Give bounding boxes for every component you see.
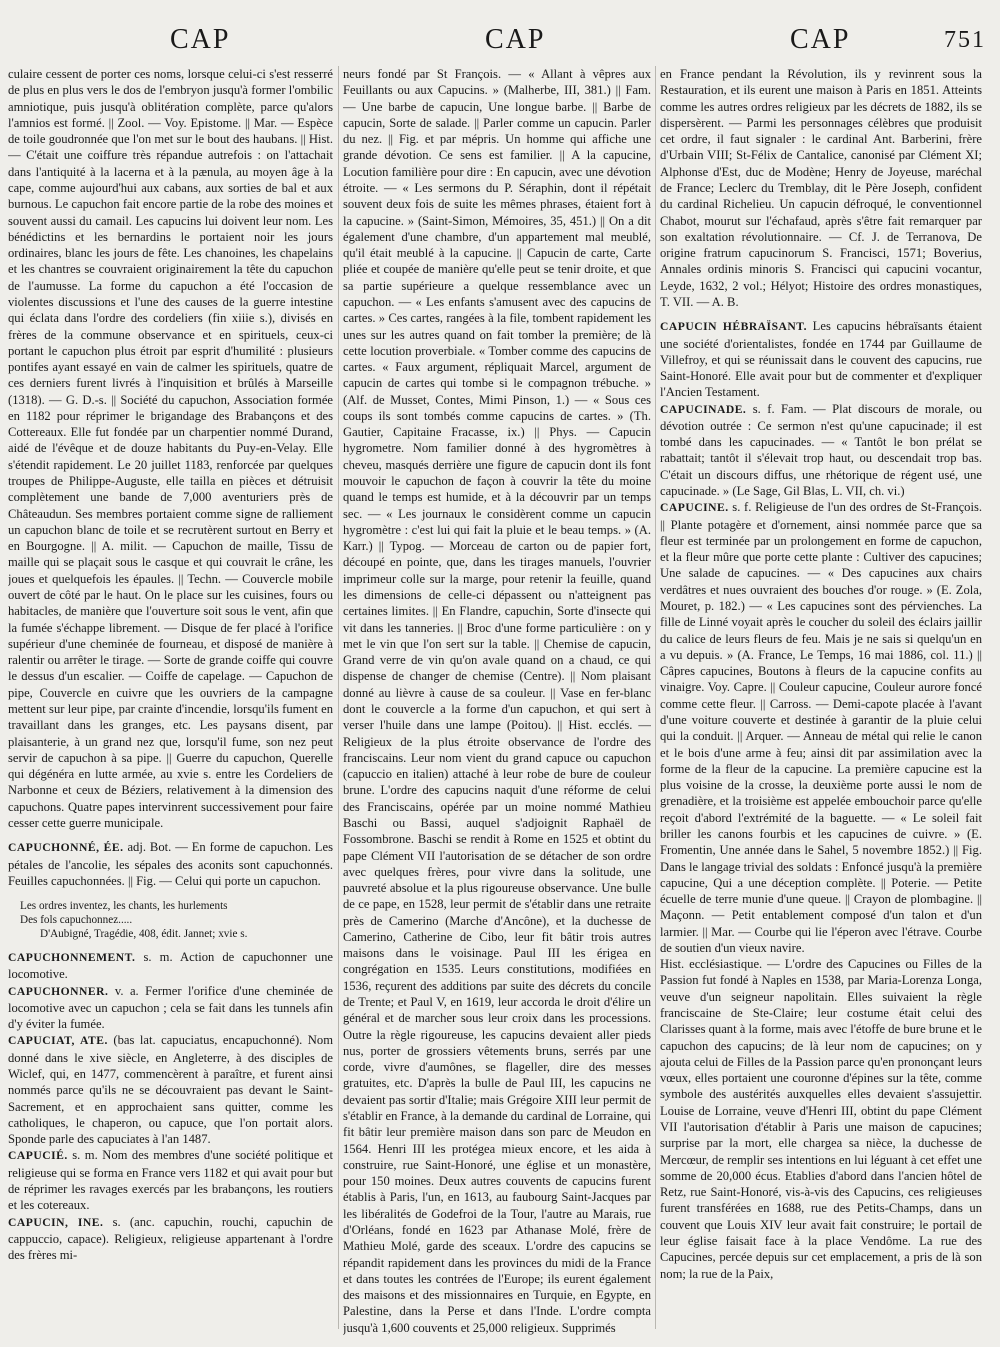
entry-capucin-continued: neurs fondé par St François. — « Allant à vêpres aux Feuillants ou aux Capucins. » (Malherbe, III, 381.) || Fam. — Une barbe de capucin, Une longue barbe. || Barbe de capucin, Sorte de salade. || Parler comme un capucin. Parler du nez. || Fig. et par mépris. Un homme qui affiche une grande dévotion. Ce sens est familier. || A la capucine, Locution familière pour dire : En capucin, avec une dévotion étroite. — « Les sermons du P. Séraphin, dont il répétait souvent deux fois de suite les mêmes phrases, étaient fort à la capucine. » (Saint-Simon, Mémoires, 35, 451.) || On a dit également d'une chambre, d'un appartement mal meublé, qu'il était meublé à la capucine. || Capucin de carte, Carte pliée et coupée de manière qu'elle peut se tenir droite, et que sa partie supérieure a quelque ressemblance avec un capuchon. — « Les enfants s'amusent avec des capucins de cartes. » Ces cartes, rangées à la file, tombent rapidement les unes sur les autres quand on fait tomber la première; de là cette locution proverbiale. « Tomber comme des capucins de cartes. « Faux argument, répliquait Marcel, argument de capucin de cartes qui tombe si le compagnon trébuche. » (Alf. de Musset, Contes, Mimi Pinson, 1.) — « Sous ces coups ils sont tombés comme capucins de cartes. » (Th. Gautier, Capitaine Fracasse, ix.) || Phys. — Capucin hygrometre. Nom familier donné à des hygromètres à cheveu, masqués derrière une figure de capucin dont ils font mouvoir le capuchon de façon à couvrir la tête du moine quand le temps est humide, et à la découvrir par un temps sec. — « Les journaux le considèrent comme un capucin hygromètre : c'est lui qui fait la pluie et le beau temps. » (A. Karr.) || Typog. — Morceau de carton ou de papier fort, découpé en pointe, que, dans les tirages manuels, l'ouvrier imprimeur colle sur la marge, pour retenir la feuille, quand les dimensions de celle-ci dépassent ou n'atteignent pas certaines limites. || En Flandre, capuchin, Sorte d'insecte qui vit dans les tanneries. || Broc d'une forme particulière : on y met le vin que l'on sert sur la table. || Chemise de capucin, Grand verre de vin qu'on avale quand on a chaud, ce qui dispense de changer de chemise (Centre). || Nom plaisant donné au lièvre à cause de sa couleur. || Vase en fer-blanc dont le couvercle a la forme d'un capuchon, et qui sert à verser l'huile dans une lampe (Poitou). || Hist. ecclés. — Religieux de la plus étroite observance de l'ordre des franciscains. Leur nom vient du grand capuce ou capuchon (capuccio en italien) attaché à leur robe de bure de couleur brune. L'ordre des capucins naquit d'une réforme de celui des Franciscains, opérée par un moine nommé Mathieu Baschi ou Bassi, auquel s'adjoignit Raphaël de Fossombrone. Baschi se rendit à Rome en 1525 et obtint du pape Clément VII l'autorisation de se détacher de son ordre avec quelques frères, pour vivre dans la solitude, une pauvreté absolue et la plus rigoureuse observance. Une bulle de ce pape, en 1528, leur permit de s'établir dans une retraite près de Camerino (Marche d'Ancône), et la duchesse de Camerino, Catherine de Cibo, leur fit bâtir trois autres maisons dans le voisinage. Paul III les érigea en congrégation en 1535. Leurs constitutions, modifiées en 1536, reçurent des additions par suite des décrets du concile de Trente; et Paul V, en 1619, leur accorda le droit d'élire un général et de marcher sous leur croix dans les processions. Outre la règle rigoureuse, les capucins devaient aller pieds nus, porter de grossiers vêtements bruns, serrés par une corde, vivre d'aumônes, se flageller, dire des messes gratuites, etc. D'après la bulle de Paul III, les capucins ne devaient pas sortir d'Italie; mais Grégoire XIII leur permit de s'établir en France, à la demande du cardinal de Lorraine, qui fit bâtir leur première maison dans son parc de Meudon en 1564. Henri III les protégea mieux encore, et les aida à construire, rue Saint-Honoré, une église et un monastère, pour 150 moines. Deux autres couvents de capucins furent établis à Paris, l'un, en 1613, au faubourg Saint-Jacques par les libéralités de Godefroi de la Tour, l'autre au Marais, rue d'Orléans, fondé en 1623 par Athanase Molé, frère de Mathieu Molé, garde des sceaux. L'ordre des capucins se répandit rapidement dans les provinces du midi de la France et dans toutes les contrées de l'Europe; ils eurent également des maisons et des missionnaires en Turquie, en Egypte, en Palestine, dans la Perse et dans l'Inde. L'ordre compta jusqu'à 1,600 couvents et 25,000 religieux. Supprimés [343, 67, 651, 1335]
headword: CAPUCIN HÉBRAÏSANT. [660, 320, 808, 334]
running-head-middle: CAP [485, 24, 546, 55]
entry-capuchonne [8, 839, 333, 889]
entry-capucine [660, 499, 982, 956]
running-head-right: CAP [790, 24, 851, 55]
quote-line: Les ordres inventez, les chants, les hurlements [20, 900, 228, 913]
entry-capuchonner [8, 983, 333, 1033]
column-middle [343, 66, 651, 1335]
quote-source: D'Aubigné, Tragédie, 408, édit. Jannet; xvie s. [40, 928, 248, 941]
headword: CAPUCHONNEMENT. [8, 951, 136, 965]
headword: CAPUCINE. [660, 501, 729, 515]
headword: CAPUCIN, INE. [8, 1215, 104, 1229]
entry-capuchonnement [8, 949, 333, 983]
entry-text: (bas lat. capuciatus, encapuchonné). Nom donné dans le xive siècle, en Angleterre, à des disciples de Wiclef, qui, en 1477, commencèrent à paraître, et furent ainsi nommés parce qu'ils ne se découvraient pas devant le Saint-Sacrement, et en approchaient sans quitter, comme les catholiques, le chaperon, ou capuce, que l'on portait alors. Sponde parle des capuciates à l'an 1487. [8, 1033, 333, 1147]
column-left [8, 66, 333, 1335]
entry-text: adj. Bot. — En forme de capuchon. Les pétales de l'ancolie, les sépales des aconits sont capuchonnés. Feuilles capuchonnées. || Fig. — Celui qui porte un capuchon. [8, 840, 333, 888]
entry-text: s. (anc. capuchin, rouchi, capuchin de cappuccio, capace). Religieux, religieuse appartenant à l'ordre des frères mi- [8, 1214, 333, 1263]
entry-text: s. f. Fam. — Plat discours de morale, ou dévotion outrée : Ce sermon n'est qu'une capucinade; il est tombé dans les capucinades. — « Tantôt le bon prélat se rabattait; tantôt il s'élevait trop haut, ou descendait trop bas. C'était un discours diffus, une rhétorique de régent usé, une capucinade. » (Le Sage, Gil Blas, L. VII, ch. vi.) [660, 401, 982, 499]
page-number: 751 [944, 27, 986, 53]
column-divider-1 [338, 66, 339, 1329]
entry-capucine-history: Hist. ecclésiastique. — L'ordre des Capucines ou Filles de la Passion fut fondé à Naples en 1538, par Maria-Lorenza Longa, veuve d'un seigneur napolitain. Elles suivaient la règle franciscaine de Ste-Claire; leur costume était celui des Clarisses quant à la forme, mais avec l'étoffe de bure brune et le capuchon des capucins; de là leur nom de capucines; on y ajouta celui de Filles de la Passion parce qu'en prononçant leurs vœux, elles portaient une couronne d'épines sur la tête, comme symbole des austérités auxquelles elles devaient s'assujettir. Louise de Lorraine, veuve d'Henri III, obtint du pape Clément VII l'autorisation d'établir à Paris une maison de capucines; surprise par la mort, elle chargea sa nièce, la duchesse de Mercœur, de remplir ses intentions en lui léguant à cet effet une somme de 20,000 écus. Etablies d'abord dans l'ancien hôtel de Retz, rue Saint-Honoré, vis-à-vis des Capucins, ces religieuses furent transférées en 1688, rue des Petits-Champs, dans un couvent que Louis XIV leur avait fait construire; le portail de leur église faisait face à la place Vendôme. La rue des Capucines, percée depuis sur cet emplacement, a pris de là son nom; la rue de la Paix, [660, 957, 982, 1281]
column-right [660, 66, 982, 1335]
entry-text: v. a. Fermer l'orifice d'une cheminée de locomotive avec un capuchon ; cela se fait dans les tunnels afin d'y éviter la fumée. [8, 983, 333, 1032]
headword: CAPUCHONNÉ, ÉE. [8, 841, 124, 855]
entry-text: s. m. Action de capuchonner une locomotive. [8, 950, 333, 982]
entry-text: s. f. Religieuse de l'un des ordres de St-François. || Plante potagère et d'ornement, ainsi nommée parce que sa fleur est terminée par un prolongement en forme de capuchon, et la fleur mûre que porte cette plante : Cultiver des capucines; Une salade de capucines. — « Des capucines aux chairs verdâtres et nues ouvraient des bouches d'or rouge. » (E. Zola, Mouret, p. 182.) — « Les capucines sont des pérvienches. La fille de Linné voyait après le coucher du soleil des éclairs jaillir du calice de leurs fleurs de feu. Mais je ne sais si quelqu'un en a vu depuis. » (A. France, Le Temps, 16 mai 1886, col. 11.) || Câpres capucines, Boutons à fleurs de la capucine confits au vinaigre. Voy. Capre. || Couleur capucine, Couleur aurore foncé comme cette fleur. || Carross. — Demi-capote placée à l'avant d'une voiture couverte et destinée à garantir de la pluie celui qui la conduit. || Arquer. — Anneau de métal qui relie le canon et le bois d'une arme à feu; ainsi dit par assimilation avec la forme de la fleur de la capucine. La première capucine est la plus voisine de la crosse, la deuxième porte aussi le nom de grenadière, et la troisième est appelée embouchoir parce qu'elle reçoit d'abord l'extrémité de la baguette. — « Le soleil fait briller les canons fourbis et les capucines de cuivre. » (E. Fromentin, Une année dans le Sahel, 5 novembre 1852.) || Fig. Dans le langage trivial des soldats : Enfoncé jusqu'à la première capucine, Qui a une déception complète. || Poterie. — Petite écuelle de terre munie d'une queue. || Crayon de plombagine. || Maçonn. — Petit entablement composé d'un talon et d'un larmier. || Mar. — Courbe qui lie l'éperon avec l'étrave. Courbe de soutien d'un vieux navire. [660, 500, 982, 955]
entry-capuchon-continued: culaire cessent de porter ces noms, lorsque celui-ci s'est resserré de plus en plus vers le dos de l'embryon jusqu'à former l'ombilic amniotique, puis jusqu'à oblitération complète, parce qu'alors l'amnios est formé. || Zool. — Voy. Epistome. || Mar. — Espèce de toile goudronnée que l'on met sur le bout des haubans. || Hist. — C'était une coiffure très répandue autrefois : on l'attachait dans l'antiquité à la lacerna et à la pænula, au moyen âge à la cape, comme aujourd'hui aux cabans, aux sorties de bal et aux burnous. Le capuchon fait encore partie de la robe des moines et souvent aussi du camail. Les capucins lui doivent leur nom. Les bénédictins et les bernardins le portaient noir les jours ordinaires, blanc les jours de fête. Les chanoines, les chapelains et les chantres se couvraient originairement la tête du capuchon de l'aumusse. La forme du capuchon a été l'occasion de violentes discussions et l'une des causes de la guerre intestine qui éclata dans l'ordre des cordeliers (fin xiiie s.), divisés en frères de la commune observance et en spirituels, ceux-ci portant le capuchon plus étroit par esprit d'humilité : plusieurs pontifes ayant essayé en vain de calmer les spirituels, quatre de ces derniers furent livrés à l'inquisition et brûlés à Marseille (1318). — G. D.-s. || Société du capuchon, Association formée en 1182 pour réprimer le brigandage des Brabançons et des Cottereaux. Elle fut fondée par un charpentier nommé Durand, aidé de l'évêque et de douze habitants du Puy-en-Velay. Elle s'étendit rapidement. Le 20 juillet 1183, renforcée par quelques troupes de Philippe-Auguste, elle tailla en pièces et détruisit complètement une bande de 7,000 aventuriers près de Châteaudun. Ses membres portaient comme signe de ralliement un capuchon blanc de toile et se recrutèrent surtout en Berry et en Bourgogne. || A. milit. — Capuchon de maille, Tissu de maille qui se plaçait sous le casque et qui couvrait le crâne, les joues et quelquefois les épaules. || Techn. — Couvercle mobile ouvert de côté par le haut. On le place sur les cuisines, fours ou habitacles, de manière que l'ouverture soit sous le vent, afin que la fumée s'échappe librement. — Disque de fer placé à l'orifice supérieur d'une cheminée de fourneau, et disposé de manière à ralentir ou arrêter le tirage. — Sorte de grande coiffe qui couvre le dessus d'un escalier. — Coiffe de capelage. — Capuchon de pipe, Couvercle en cuivre que les ouvriers de la campagne mettent sur leur pipe, par crainte d'incendie, lorsqu'ils fument en travaillant dans les granges, etc. Les paysans disent, par plaisanterie, à un grand nez que, lorsqu'il fume, son nez peut servir de capuchon à sa pipe. || Guerre du capuchon, Querelle qui dégénéra en lutte armée, au xvie s. entre les Cordeliers de Narbonne et ceux de Béziers, relativement à la dimension des capuchons. Quatre papes intervinrent successivement pour faire cesser cette guerre municipale. [8, 67, 333, 830]
entry-capucie [8, 1147, 333, 1213]
entry-text: Les capucins hébraïsants étaient une société d'orientalistes, fondée en 1744 par Guillaume de Villefroy, et qui se réunissait dans le couvent des capucins, rue Saint-Honoré. Elle avait pour but de commenter et d'expliquer l'Ancien Testament. [660, 319, 982, 400]
verse-quotation [20, 899, 333, 941]
entry-capuciat [8, 1032, 333, 1147]
entry-capucinade [660, 401, 982, 500]
entry-capucin [8, 1214, 333, 1264]
entry-capucin-hebraisant [660, 318, 982, 400]
entry-text: s. m. Nom des membres d'une société politique et religieuse qui se forma en France vers 1182 et qui avait pour but de réprimer les ravages exercés par les brabançons, les routiers et les cotereaux. [8, 1148, 333, 1213]
running-head-left: CAP [170, 24, 231, 55]
headword: CAPUCIÉ. [8, 1149, 68, 1163]
headword: CAPUCHONNER. [8, 984, 109, 998]
column-divider-2 [655, 66, 656, 1329]
headword: CAPUCINADE. [660, 402, 747, 416]
quote-line: Des fols capuchonnez..... [20, 914, 133, 927]
entry-capucin-end: en France pendant la Révolution, ils y revinrent sous la Restauration, et ils eurent une maison à Paris en 1851. Atteints comme les autres ordres religieux par les décrets de 1882, ils se dispersèrent. — Parmi les personnages célèbres que produisit cet ordre, il faut signaler : le cardinal Ant. Barberini, frère d'Urbain VIII; St-Félix de Cantalice, canonisé par Clément XI; Alphonse d'Est, duc de Modène; Henry de Joyeuse, maréchal de France; Leclerc du Tremblay, dit le Père Joseph, confident du cardinal Richelieu. Un capucin défroqué, le conventionnel Chabot, mourut sur l'échafaud, après s'être fait remarquer par son exaltation révolutionnaire. — Cf. J. de Terranova, De origine fratrum capucinorum S. Francisci, 1571; Boverius, Annales ordinis minoris S. Francisci qui capucini vocantur, Leyde, 1632, 2 vol.; Hélyot; Histoire des ordres monastiques, T. VII. — A. B. [660, 67, 982, 309]
headword: CAPUCIAT, ATE. [8, 1034, 108, 1048]
